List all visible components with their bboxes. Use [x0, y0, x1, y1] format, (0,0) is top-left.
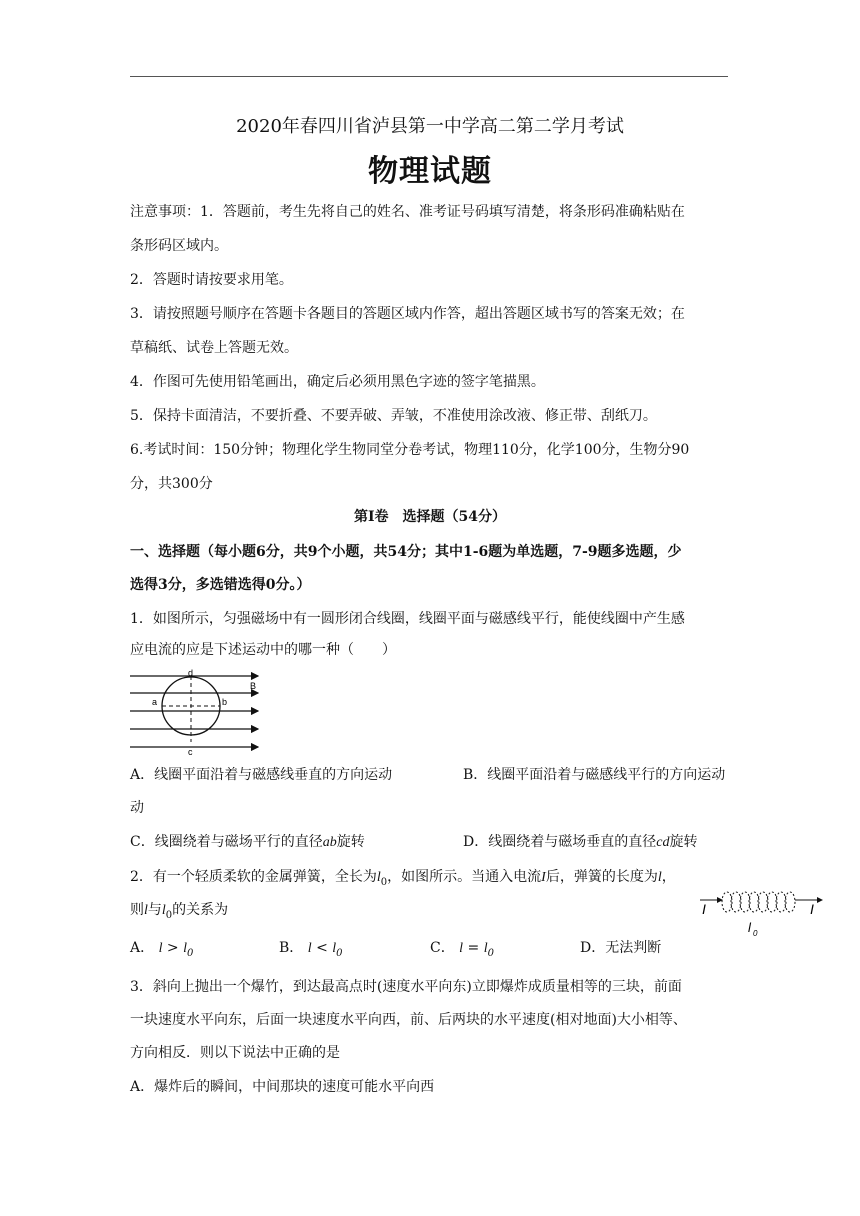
note-line-6: 4．作图可先使用铅笔画出，确定后必须用黑色字迹的签字笔描黑。	[130, 374, 545, 390]
note-line-3: 2．答题时请按要求用笔。	[130, 272, 293, 288]
label-c: c	[188, 747, 193, 756]
q1-option-b-wrap: 动	[130, 800, 144, 816]
q1-option-d: D．线圈绕着与磁场垂直的直径cd旋转	[463, 834, 698, 850]
q1-line-2: 应电流的应是下述运动中的哪一种（ ）	[130, 642, 396, 658]
note-line-7: 5．保持卡面清洁，不要折叠、不要弄破、弄皱，不准使用涂改液、修正带、刮纸刀。	[130, 408, 657, 424]
field-lines	[130, 676, 258, 747]
note-line-4: 3．请按照题号顺序在答题卡各题目的答题区域内作答，超出答题区域书写的答案无效；在	[130, 306, 685, 322]
q2-option-c: C． $l = l_0$	[430, 940, 494, 959]
note-line-8: 6.考试时间：150分钟；物理化学生物同堂分卷考试，物理110分，化学100分，生物分90	[130, 442, 690, 458]
spring-label-l-sub: 0	[753, 929, 758, 938]
spring-coils	[722, 892, 795, 912]
q2-option-a: A． $l > l_0$	[130, 940, 194, 959]
q2-spring-figure	[698, 888, 830, 938]
q1-magnetic-field-figure	[128, 668, 273, 756]
q1-line-1: 1．如图所示，匀强磁场中有一圆形闭合线圈，线圈平面与磁感线平行，能使线圈中产生感	[130, 611, 685, 627]
exam-title: 2020年春四川省泸县第一中学高二第二学月考试	[236, 116, 624, 137]
q3-line-3: 方向相反．则以下说法中正确的是	[130, 1045, 340, 1061]
q1-option-a: A．线圈平面沿着与磁感线垂直的方向运动	[130, 767, 393, 783]
note-line-2: 条形码区域内。	[130, 238, 228, 254]
section-instruction-2: 选得3分，多选错选得0分。）	[130, 577, 311, 593]
q3-option-a: A．爆炸后的瞬间，中间那块的速度可能水平向西	[130, 1079, 435, 1095]
section-instruction-1: 一、选择题（每小题6分，共9个小题，共54分；其中1-6题为单选题，7-9题多选题，少	[130, 544, 682, 560]
note-line-1: 注意事项：1．答题前，考生先将自己的姓名、准考证号码填写清楚，将条形码准确粘贴在	[130, 204, 685, 220]
note-line-5: 草稿纸、试卷上答题无效。	[130, 340, 298, 356]
label-b-field: B	[250, 681, 257, 691]
q1-option-b: B．线圈平面沿着与磁感线平行的方向运动	[463, 767, 726, 783]
q1-option-c: C．线圈绕着与磁场平行的直径ab旋转	[130, 834, 365, 850]
label-d: d	[188, 668, 194, 678]
q3-line-1: 3．斜向上抛出一个爆竹，到达最高点时(速度水平向东)立即爆炸成质量相等的三块，前面	[130, 979, 682, 995]
q2-line-2: 则l与$l_0$的关系为	[130, 902, 229, 921]
q3-line-2: 一块速度水平向东，后面一块速度水平向西，前、后两块的水平速度(相对地面)大小相等、	[130, 1012, 687, 1028]
q2-option-b: B． $l < l_0$	[279, 940, 343, 959]
spring-label-right-i: I	[810, 901, 814, 917]
subject-title: 物理试题	[368, 154, 492, 189]
spring-label-l: l	[748, 920, 751, 935]
header-rule	[130, 76, 728, 77]
label-b: b	[222, 697, 228, 707]
note-line-9: 分，共300分	[130, 476, 213, 492]
label-a: a	[152, 697, 158, 707]
spring-label-left-i: I	[702, 901, 706, 917]
q2-line-1: 2．有一个轻质柔软的金属弹簧，全长为$l_0$，如图所示。当通入电流I后，弹簧的长度为l，	[130, 869, 676, 888]
q2-option-d: D．无法判断	[580, 940, 662, 956]
section-title: 第I卷 选择题（54分）	[353, 509, 507, 525]
